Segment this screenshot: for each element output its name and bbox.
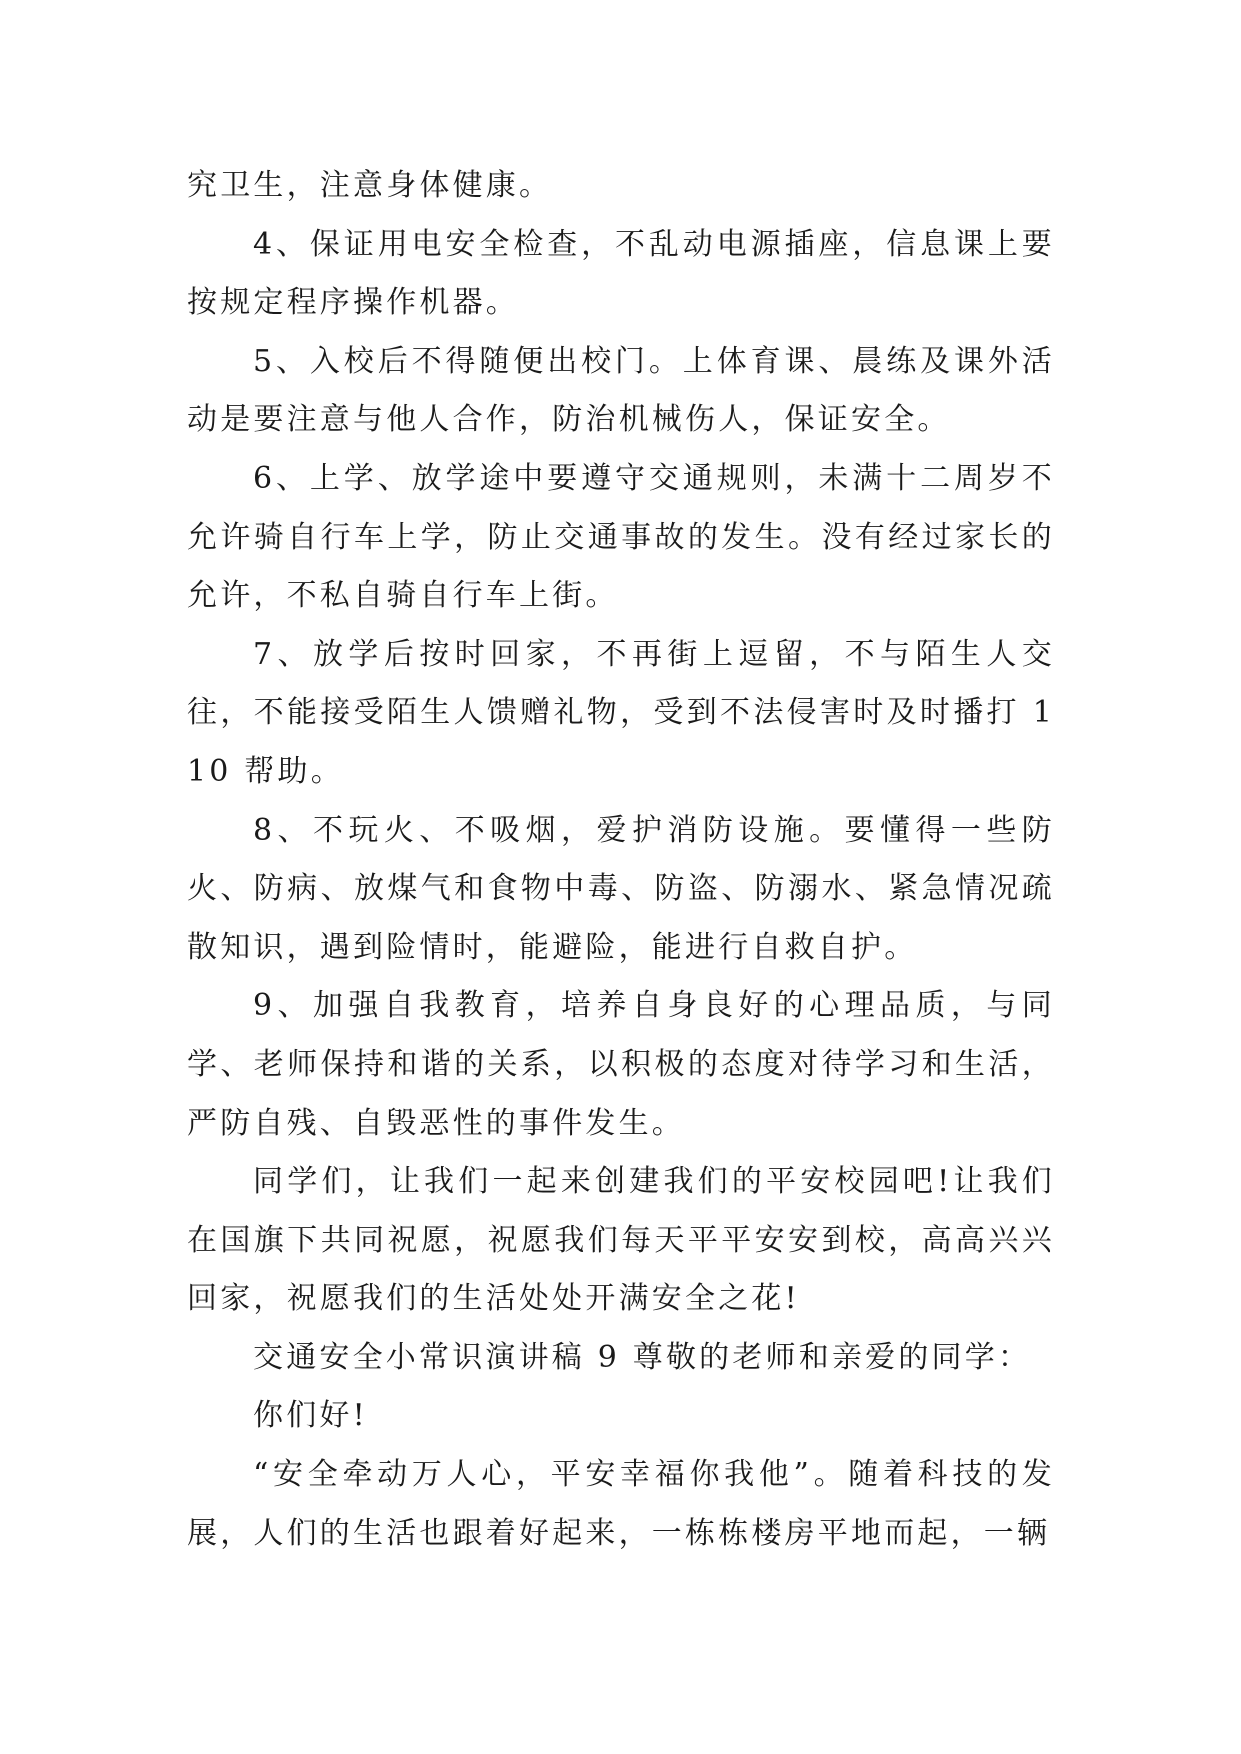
paragraph: 9、加强自我教育，培养自身良好的心理品质，与同学、老师保持和谐的关系，以积极的态度对待学习和生活，严防自残、自毁恶性的事件发生。: [187, 988, 1055, 1141]
document-body: [187, 157, 1055, 1563]
paragraph: 8、不玩火、不吸烟，爱护消防设施。要懂得一些防火、防病、放煤气和食物中毒、防盗、防溺水、紧急情况疏散知识，遇到险情时，能避险，能进行自救自护。: [187, 812, 1055, 965]
paragraph: 5、入校后不得随便出校门。上体育课、晨练及课外活动是要注意与他人合作，防治机械伤人，保证安全。: [187, 343, 1055, 438]
paragraph: 7、放学后按时回家，不再街上逗留，不与陌生人交往，不能接受陌生人馈赠礼物，受到不法侵害时及时播打 110 帮助。: [187, 636, 1055, 789]
paragraph: 6、上学、放学途中要遵守交通规则，未满十二周岁不允许骑自行车上学，防止交通事故的发生。没有经过家长的允许，不私自骑自行车上街。: [187, 460, 1055, 614]
paragraph: 究卫生，注意身体健康。: [187, 168, 553, 203]
paragraph: 同学们，让我们一起来创建我们的平安校园吧!让我们在国旗下共同祝愿，祝愿我们每天平平安安到校，高高兴兴回家，祝愿我们的生活处处开满安全之花!: [187, 1164, 1055, 1317]
paragraph: “安全牵动万人心，平安幸福你我他”。随着科技的发展，人们的生活也跟着好起来，一栋栋楼房平地而起，一辆: [187, 1457, 1055, 1551]
section-heading-paragraph: 交通安全小常识演讲稿 9 尊敬的老师和亲爱的同学：: [253, 1339, 1032, 1375]
paragraph: 4、保证用电安全检查，不乱动电源插座，信息课上要按规定程序操作机器。: [187, 226, 1055, 321]
greeting-paragraph: 你们好!: [253, 1398, 368, 1434]
